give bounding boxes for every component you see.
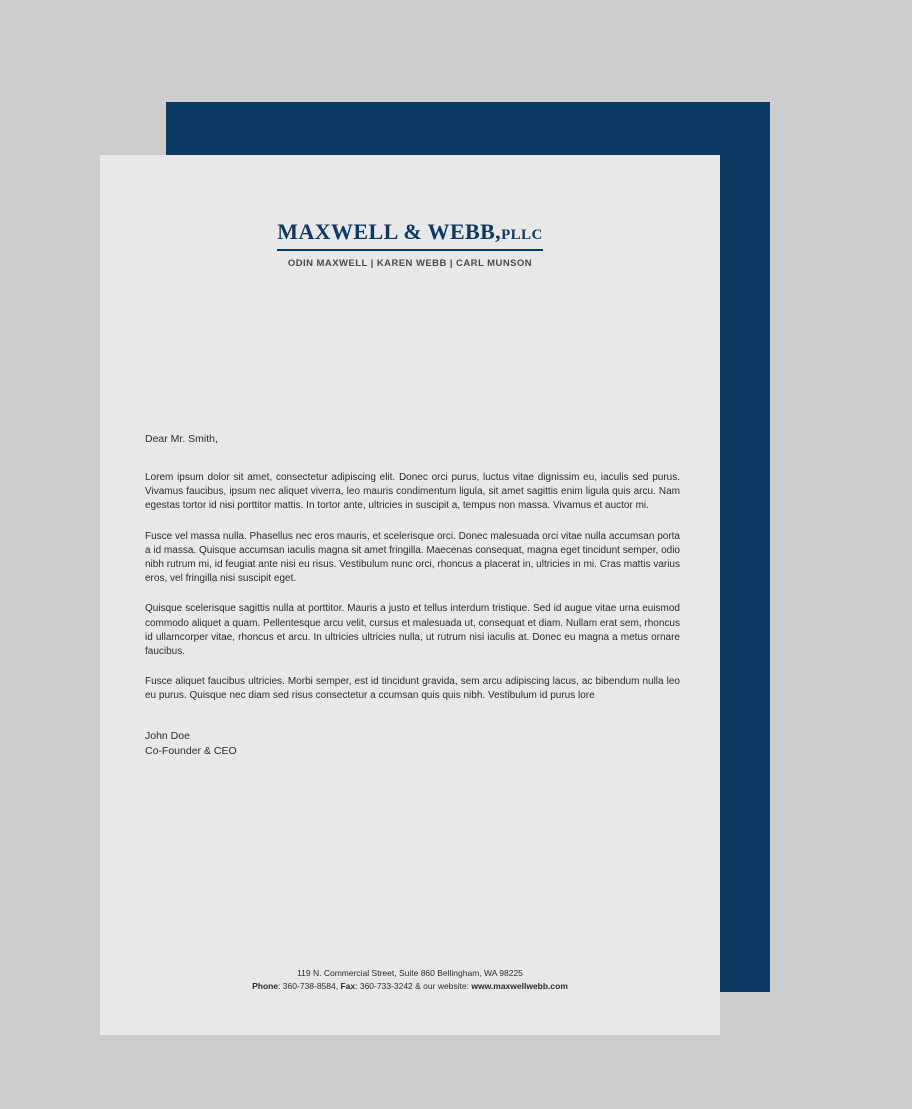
footer-website[interactable]: www.maxwellwebb.com — [471, 981, 568, 991]
footer-fax-label: Fax — [340, 981, 356, 991]
paragraph-3: Quisque scelerisque sagittis nulla at porttitor. Mauris a justo et tellus interdum tristique. Sed id augue vitae urna euismod commodo aliquet a quam. Pellentesque arcu velit, cursus et malesuada ut, consequat et diam. Nullam erat sem, rhoncus id ullamcorper vitae, rhoncus et arcu. In ultricies ultricies nulla, ut rutrum nisi iaculis at. Donec eu magna a metus ornare faucibus. — [145, 603, 680, 658]
letter-body — [145, 433, 680, 757]
footer-address: 119 N. Commercial Street, Suite 860 Bellingham, WA 98225 — [297, 968, 523, 978]
letterhead-header — [100, 219, 720, 269]
signature-name: John Doe — [145, 729, 190, 742]
firm-name-suffix: PLLC — [501, 227, 543, 243]
salutation: Dear Mr. Smith, — [145, 433, 218, 445]
footer-phone-label: Phone — [252, 981, 279, 991]
paragraph-1: Lorem ipsum dolor sit amet, consectetur adipiscing elit. Donec orci purus, luctus vitae dignissim eu, iaculis sed purus. Vivamus faucibus, ipsum nec aliquet viverra, leo mauris condimentum ligula, sit amet sagittis enim ligula quis arcu. Nam egestas tortor id nisi porttitor mattis. In tortor ante, ultricies in suscipit a, tempus non massa. Vivamus et auctor mi. — [145, 472, 680, 512]
firm-name — [277, 219, 542, 251]
footer-contact — [100, 981, 720, 991]
firm-name-text: MAXWELL & WEBB, — [277, 219, 502, 244]
signature-title: Co-Founder & CEO — [145, 744, 237, 757]
footer-phone-value: : 360-738-8584, — [278, 981, 341, 991]
paragraph-2: Fusce vel massa nulla. Phasellus nec eros mauris, et scelerisque orci. Donec malesuada orci vitae nulla accumsan porta a id massa. Quisque accumsan iaculis magna sit amet fringilla. Maecenas consequat, magna eget tincidunt semper, odio nibh rutrum mi, id feugiat ante nisi eu risus. Vestibulum nunc orci, rhoncus a placerat in, ultricies in mi. Cras mattis varius eros, vel fringilla nisi suscipit eget. — [145, 530, 680, 585]
paragraph-4: Fusce aliquet faucibus ultricies. Morbi semper, est id tincidunt gravida, sem arcu adipiscing lacus, ac bibendum nulla leo eu purus. Quisque nec diam sed risus consectetur a ccumsan quis quis nibh. Vestibulum id purus lore — [145, 676, 680, 702]
footer-fax-value: : 360-733-3242 & our website: — [355, 981, 472, 991]
letterhead-page — [100, 155, 720, 1035]
page-footer — [100, 968, 720, 991]
attorney-list: ODIN MAXWELL | KAREN WEBB | CARL MUNSON — [287, 258, 533, 269]
